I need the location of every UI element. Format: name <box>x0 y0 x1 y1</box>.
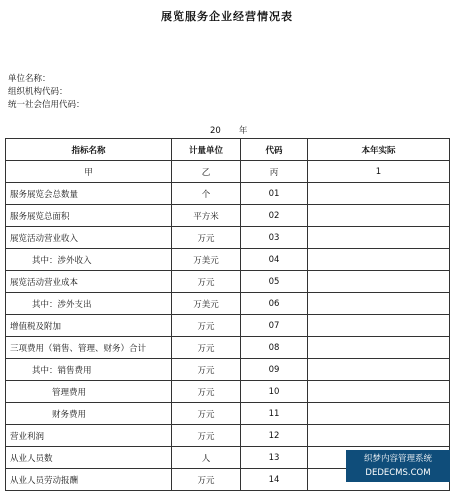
row-name: 三项费用（销售、管理、财务）合计 <box>6 337 172 359</box>
row-name: 服务展览总面积 <box>6 205 172 227</box>
row-value[interactable] <box>308 183 450 205</box>
row-unit: 万元 <box>172 315 241 337</box>
table-row <box>6 227 450 249</box>
header-indicator-name: 指标名称 <box>6 139 172 161</box>
row-unit: 万美元 <box>172 293 241 315</box>
watermark-logo <box>346 450 450 482</box>
row-name: 服务展览会总数量 <box>6 183 172 205</box>
row-code: 02 <box>241 205 308 227</box>
row-code: 04 <box>241 249 308 271</box>
table-row <box>6 183 450 205</box>
row-value[interactable] <box>308 315 450 337</box>
sub-header-row <box>6 161 450 183</box>
row-value[interactable] <box>308 425 450 447</box>
watermark-line2: DEDECMS.COM <box>365 468 431 478</box>
row-unit: 万元 <box>172 337 241 359</box>
row-code: 03 <box>241 227 308 249</box>
year-line <box>210 124 265 136</box>
row-value[interactable] <box>308 381 450 403</box>
row-name: 从业人员劳动报酬 <box>6 469 172 491</box>
row-unit: 万元 <box>172 271 241 293</box>
row-code: 09 <box>241 359 308 381</box>
row-unit: 万元 <box>172 381 241 403</box>
table-row <box>6 249 450 271</box>
sub-header-cell: 丙 <box>241 161 308 183</box>
table-row <box>6 293 450 315</box>
row-value[interactable] <box>308 403 450 425</box>
table-row <box>6 425 450 447</box>
org-code-label: 组织机构代码： <box>8 87 68 97</box>
row-value[interactable] <box>308 337 450 359</box>
row-name: 展览活动营业成本 <box>6 271 172 293</box>
row-unit: 个 <box>172 183 241 205</box>
row-code: 11 <box>241 403 308 425</box>
row-value[interactable] <box>308 293 450 315</box>
table-row <box>6 205 450 227</box>
row-value[interactable] <box>308 227 450 249</box>
row-unit: 万元 <box>172 227 241 249</box>
sub-header-cell: 1 <box>308 161 450 183</box>
row-value[interactable] <box>308 271 450 293</box>
table-row <box>6 359 450 381</box>
table-row <box>6 315 450 337</box>
table-row <box>6 403 450 425</box>
credit-code-label: 统一社会信用代码： <box>8 100 85 110</box>
watermark-line1: 织梦内容管理系统 <box>363 454 432 464</box>
row-code: 05 <box>241 271 308 293</box>
sub-header-cell: 乙 <box>172 161 241 183</box>
row-code: 07 <box>241 315 308 337</box>
table-row <box>6 381 450 403</box>
header-actual-value: 本年实际 <box>308 139 450 161</box>
unit-name-label: 单位名称： <box>8 74 51 84</box>
row-name: 其中：涉外支出 <box>6 293 172 315</box>
row-unit: 万美元 <box>172 249 241 271</box>
row-unit: 万元 <box>172 359 241 381</box>
row-code: 01 <box>241 183 308 205</box>
row-value[interactable] <box>308 359 450 381</box>
row-code: 14 <box>241 469 308 491</box>
row-name: 其中：涉外收入 <box>6 249 172 271</box>
row-code: 12 <box>241 425 308 447</box>
table-row <box>6 271 450 293</box>
table-row <box>6 337 450 359</box>
row-name: 展览活动营业收入 <box>6 227 172 249</box>
row-code: 06 <box>241 293 308 315</box>
row-name: 营业利润 <box>6 425 172 447</box>
row-unit: 万元 <box>172 469 241 491</box>
row-unit: 平方米 <box>172 205 241 227</box>
year-number: 20 <box>210 126 221 136</box>
row-name: 增值税及附加 <box>6 315 172 337</box>
row-name: 管理费用 <box>6 381 172 403</box>
header-unit: 计量单位 <box>172 139 241 161</box>
row-unit: 万元 <box>172 425 241 447</box>
row-name: 财务费用 <box>6 403 172 425</box>
row-value[interactable] <box>308 249 450 271</box>
row-name: 其中：销售费用 <box>6 359 172 381</box>
header-code: 代码 <box>241 139 308 161</box>
page-title: 展览服务企业经营情况表 <box>161 10 293 23</box>
row-value[interactable] <box>308 205 450 227</box>
row-code: 13 <box>241 447 308 469</box>
row-code: 10 <box>241 381 308 403</box>
row-unit: 万元 <box>172 403 241 425</box>
row-code: 08 <box>241 337 308 359</box>
header-row <box>6 139 450 161</box>
row-unit: 人 <box>172 447 241 469</box>
year-suffix: 年 <box>238 126 248 136</box>
row-name: 从业人员数 <box>6 447 172 469</box>
sub-header-cell: 甲 <box>6 161 172 183</box>
statistics-table <box>5 138 450 491</box>
